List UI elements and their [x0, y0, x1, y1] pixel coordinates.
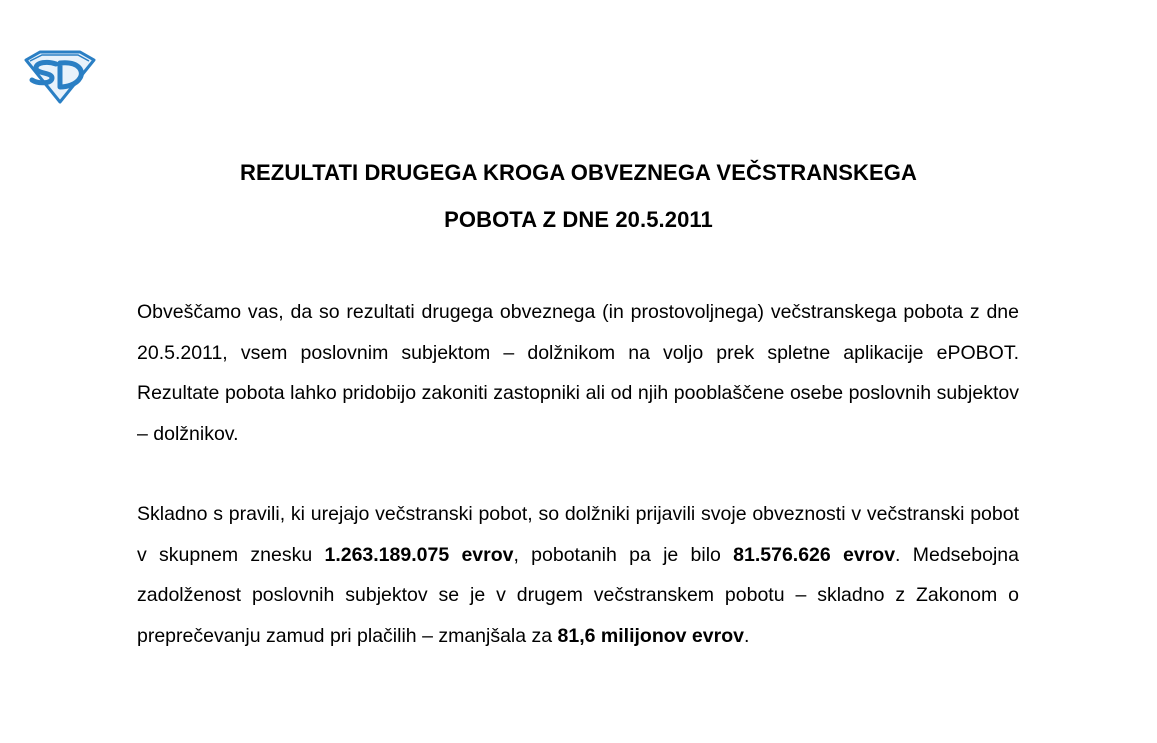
- document-title-line-1: REZULTATI DRUGEGA KROGA OBVEZNEGA VEČSTRANSKEGA: [240, 160, 917, 185]
- document-title-line-2: POBOTA Z DNE 20.5.2011: [444, 207, 713, 232]
- paragraph-results-text-2: , pobotanih pa je bilo: [513, 543, 734, 566]
- paragraph-results-text-3: . Medsebojna zadolženost poslovnih subjektov se je v drugem večstranskem pobotu – skladno z Zakonom o preprečevanju zamud pri plačilih – zmanjšala za: [137, 543, 1019, 647]
- paragraph-intro: Obveščamo vas, da so rezultati drugega obveznega (in prostovoljnega) večstranskega pobota z dne 20.5.2011, vsem poslovnim subjektom – dolžnikom na voljo prek spletne aplikacije ePOBOT. Rezultate pobota lahko pridobijo zakoniti zastopniki ali od njih pooblaščene osebe poslovnih subjektov – dolžnikov.: [137, 301, 1019, 445]
- paragraph-results-text-1: Skladno s pravili, ki urejajo večstranski pobot, so dolžniki prijavili svoje obveznosti v večstranski pobot v skupnem znesku: [137, 503, 1019, 566]
- paragraph-results: [137, 494, 1019, 656]
- amount-reduction: 81,6 milijonov evrov: [557, 624, 744, 647]
- amount-total: 1.263.189.075 evrov: [324, 543, 514, 566]
- sd-logo: [22, 50, 96, 104]
- amount-offset: 81.576.626 evrov: [733, 543, 896, 566]
- sd-shield-logo-icon: [22, 50, 96, 104]
- paragraph-results-text-4: .: [743, 624, 750, 647]
